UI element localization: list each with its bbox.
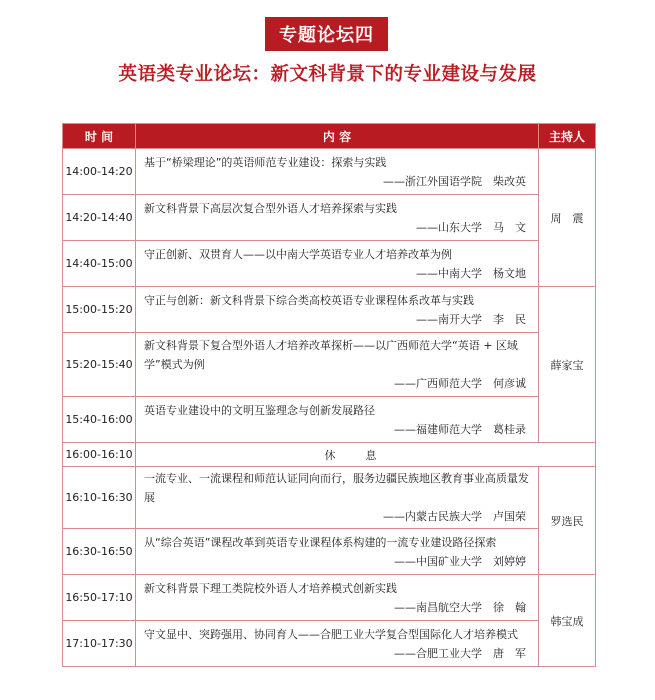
table-row — [63, 333, 596, 397]
session-content — [136, 241, 539, 287]
session-content — [136, 195, 539, 241]
table-row — [63, 467, 596, 529]
session-time: 17:10-17:30 — [63, 621, 136, 667]
break-time: 16:00-16:10 — [63, 443, 136, 467]
session-content — [136, 467, 539, 529]
session-title: 守正与创新：新文科背景下综合类高校英语专业课程体系改革与实践 — [144, 293, 474, 307]
session-content — [136, 529, 539, 575]
session-speaker: ——合肥工业大学 唐 军 — [394, 646, 526, 660]
session-time: 15:20-15:40 — [63, 333, 136, 397]
session-time: 16:30-16:50 — [63, 529, 136, 575]
session-title: 新文科背景下高层次复合型外语人才培养探索与实践 — [144, 201, 397, 215]
session-speaker: ——山东大学 马 文 — [416, 220, 526, 234]
session-speaker: ——南开大学 李 民 — [416, 312, 526, 326]
schedule-table — [62, 123, 596, 667]
table-row — [63, 621, 596, 667]
host-cell: 薛家宝 — [539, 287, 596, 443]
page-title: 英语类专业论坛：新文科背景下的专业建设与发展 — [118, 64, 537, 85]
header-host: 主持人 — [539, 124, 596, 149]
table-row — [63, 397, 596, 443]
host-cell: 罗选民 — [539, 467, 596, 575]
table-header-row — [63, 124, 596, 149]
table-row — [63, 195, 596, 241]
table-row — [63, 575, 596, 621]
session-title: 守正创新、双贯育人——以中南大学英语专业人才培养改革为例 — [144, 247, 452, 261]
session-time: 16:10-16:30 — [63, 467, 136, 529]
session-title: 基于“桥梁理论”的英语师范专业建设：探索与实践 — [144, 155, 387, 169]
session-speaker: ——南昌航空大学 徐 翰 — [394, 600, 526, 614]
session-time: 14:20-14:40 — [63, 195, 136, 241]
session-title: 新文科背景下复合型外语人才培养改革探析——以广西师范大学“英语 + 区域学”模式为例 — [144, 339, 518, 371]
session-title: 守文显中、突跨强用、协同育人——合肥工业大学复合型国际化人才培养模式 — [144, 627, 518, 641]
session-speaker: ——广西师范大学 何彦诚 — [394, 377, 526, 390]
forum-badge: 专题论坛四 — [265, 17, 388, 51]
session-content — [136, 397, 539, 443]
session-time: 16:50-17:10 — [63, 575, 136, 621]
header-time: 时 间 — [63, 124, 136, 149]
session-title: 一流专业、一流课程和师范认证同向而行，服务边疆民族地区教育事业高质量发展 — [144, 472, 529, 504]
header-content: 内 容 — [136, 124, 539, 149]
session-title: 新文科背景下理工类院校外语人才培养模式创新实践 — [144, 581, 397, 595]
session-content — [136, 149, 539, 195]
table-row — [63, 529, 596, 575]
table-row — [63, 241, 596, 287]
session-time: 14:40-15:00 — [63, 241, 136, 287]
session-content — [136, 333, 539, 397]
session-speaker: ——中国矿业大学 刘婷婷 — [394, 554, 526, 568]
break-row — [63, 443, 596, 467]
session-speaker: ——内蒙古民族大学 卢国荣 — [383, 510, 526, 523]
table-row — [63, 287, 596, 333]
session-speaker: ——中南大学 杨文地 — [416, 266, 526, 280]
session-content — [136, 621, 539, 667]
table-row — [63, 149, 596, 195]
session-title: 从“综合英语”课程改革到英语专业课程体系构建的一流专业建设路径探索 — [144, 535, 497, 549]
session-content — [136, 575, 539, 621]
session-speaker: ——福建师范大学 葛桂录 — [394, 422, 526, 436]
session-title: 英语专业建设中的文明互鉴理念与创新发展路径 — [144, 403, 375, 417]
session-speaker: ——浙江外国语学院 柴改英 — [383, 174, 526, 188]
session-time: 15:40-16:00 — [63, 397, 136, 443]
host-cell: 韩宝成 — [539, 575, 596, 667]
break-label: 休息 — [136, 443, 596, 467]
session-time: 15:00-15:20 — [63, 287, 136, 333]
session-content — [136, 287, 539, 333]
session-time: 14:00-14:20 — [63, 149, 136, 195]
host-cell: 周 震 — [539, 149, 596, 287]
